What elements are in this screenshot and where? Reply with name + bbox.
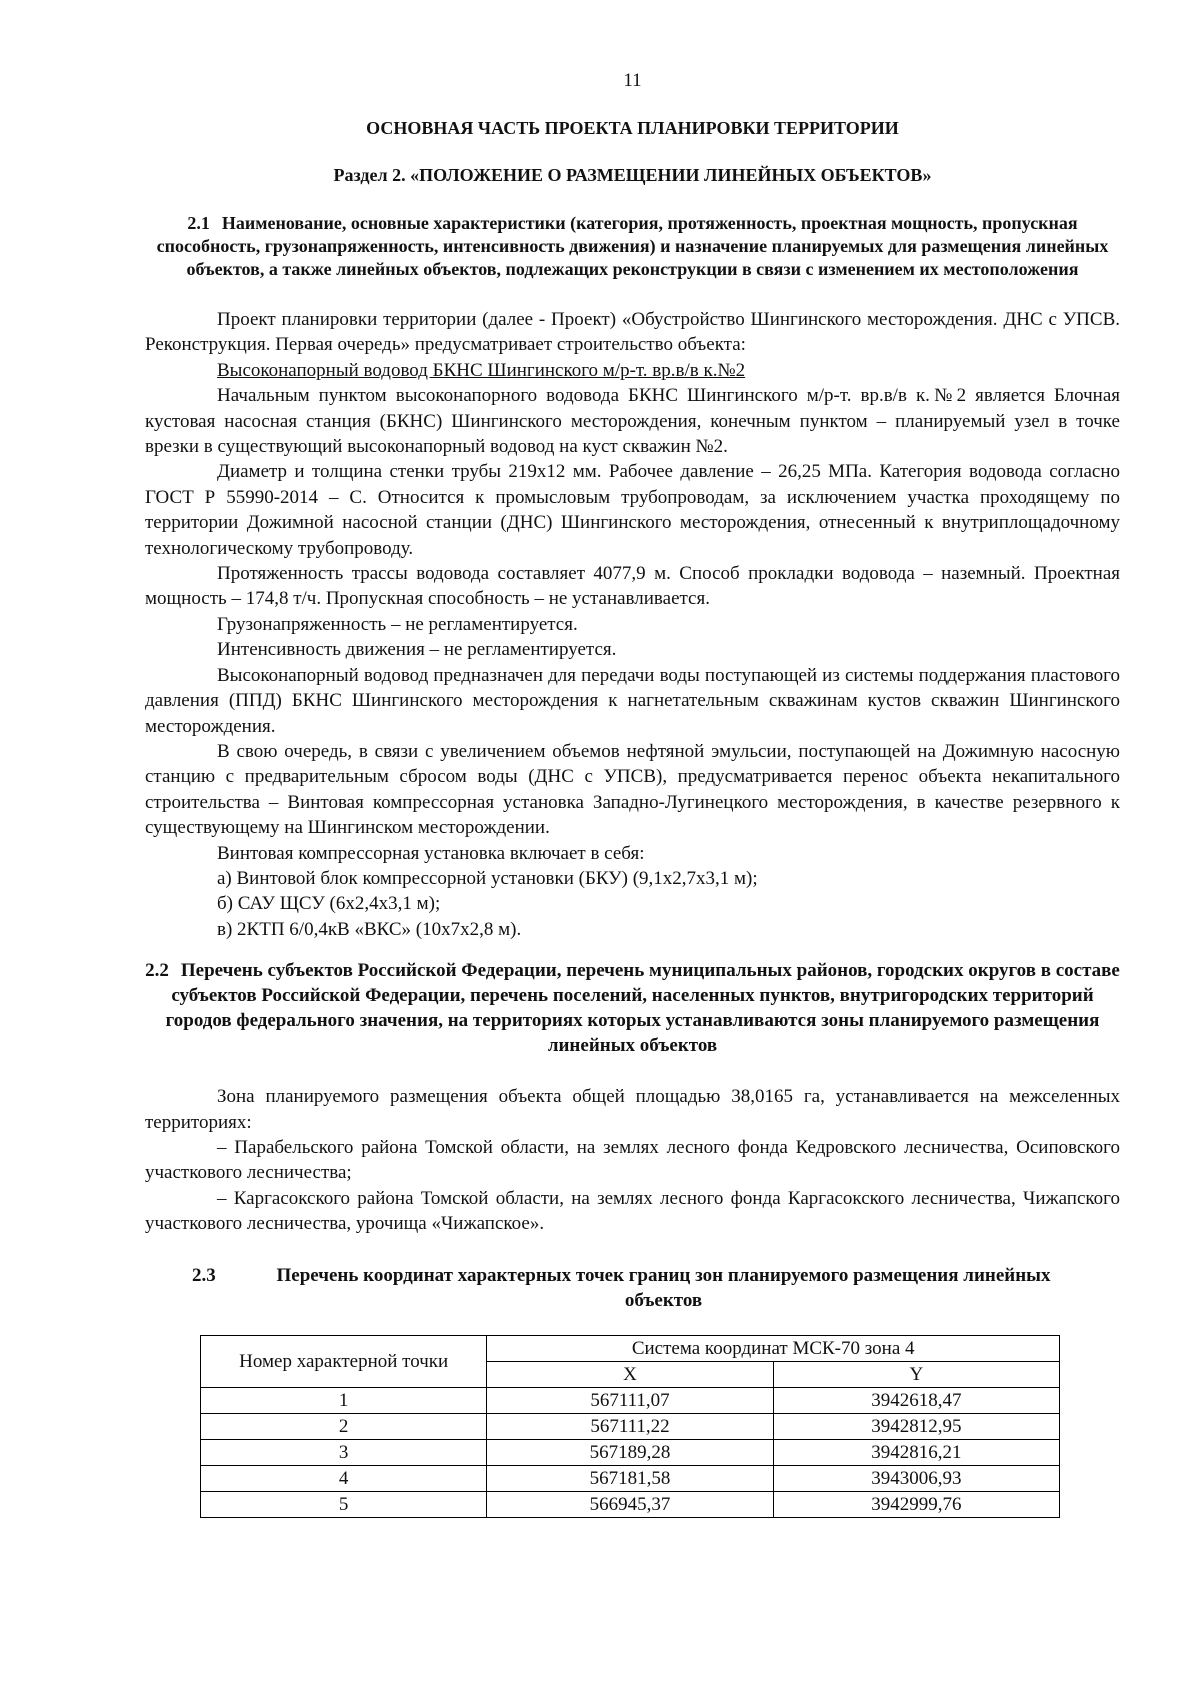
table-row bbox=[201, 1439, 1060, 1465]
cell-point: 5 bbox=[201, 1491, 487, 1517]
table-row bbox=[201, 1387, 1060, 1413]
page-number: 11 bbox=[623, 70, 642, 91]
section-2-2-number: 2.2 bbox=[145, 960, 169, 982]
header-coordinate-system: Система координат МСК-70 зона 4 bbox=[487, 1335, 1060, 1361]
list-item: а) Винтовой блок компрессорной установки (БКУ) (9,1х2,7х3,1 м); bbox=[217, 867, 758, 889]
table-row bbox=[201, 1413, 1060, 1439]
cell-point: 4 bbox=[201, 1465, 487, 1491]
paragraph: – Парабельского района Томской области, на землях лесного фонда Кедровского лесничества, Осиповского участкового лесничества; bbox=[145, 1136, 1120, 1184]
cell-x: 566945,37 bbox=[487, 1491, 773, 1517]
cell-x: 567111,07 bbox=[487, 1387, 773, 1413]
section-2-2-title: Перечень субъектов Российской Федерации, перечень муниципальных районов, городских округов в составе субъектов Российской Федерации, перечень поселений, населенных пунктов, внутригородских территорий городов федерального значения, на территориях которых устанавливаются зоны планируемого размещения линейных объектов bbox=[165, 960, 1120, 1057]
cell-y: 3943006,93 bbox=[773, 1465, 1059, 1491]
cell-y: 3942999,76 bbox=[773, 1491, 1059, 1517]
section-2-1-title: Наименование, основные характеристики (категория, протяженность, проектная мощность, пропускная способность, грузонапряженность, интенсивность движения) и назначение планируемых для размещения линейных объектов, а также линейных объектов, подлежащих реконструкции в связи с изменением их местоположения bbox=[156, 213, 1109, 279]
header-point-number: Номер характерной точки bbox=[201, 1335, 487, 1387]
main-heading: ОСНОВНАЯ ЧАСТЬ ПРОЕКТА ПЛАНИРОВКИ ТЕРРИТОРИИ bbox=[366, 118, 899, 138]
list-item: б) САУ ЩСУ (6х2,4х3,1 м); bbox=[217, 893, 441, 915]
list-item: в) 2КТП 6/0,4кВ «ВКС» (10х7х2,8 м). bbox=[217, 918, 522, 940]
cell-y: 3942816,21 bbox=[773, 1439, 1059, 1465]
paragraph: Зона планируемого размещения объекта общей площадью 38,0165 га, устанавливается на межселенных территориях: bbox=[145, 1086, 1120, 1133]
paragraph: – Каргасокского района Томской области, на землях лесного фонда Каргасокского лесничества, Чижапского участкового лесничества, урочища «Чижапское». bbox=[145, 1187, 1120, 1235]
section-2-2-heading bbox=[145, 958, 1120, 1058]
cell-x: 567111,22 bbox=[487, 1413, 773, 1439]
cell-x: 567189,28 bbox=[487, 1439, 773, 1465]
paragraph: Грузонапряженность – не регламентируется. bbox=[217, 613, 578, 635]
section-2-3-title: Перечень координат характерных точек границ зон планируемого размещения линейных объектов bbox=[276, 1264, 1051, 1311]
section-2-3-number: 2.3 bbox=[192, 1264, 216, 1286]
cell-y: 3942812,95 bbox=[773, 1413, 1059, 1439]
paragraph: В свою очередь, в связи с увеличением объемов нефтяной эмульсии, поступающей на Дожимную насосную станцию с предварительным сбросом воды (ДНС с УПСВ), предусматривается перенос объекта некапитального строительства – Винтовая компрессорная установка Западно-Лугинецкого месторождения, в качестве резервного к существующему на Шингинском месторождении. bbox=[145, 740, 1120, 839]
table-row bbox=[201, 1465, 1060, 1491]
coordinates-table bbox=[200, 1335, 1060, 1518]
cell-x: 567181,58 bbox=[487, 1465, 773, 1491]
document-page bbox=[145, 70, 1120, 1518]
paragraph: Диаметр и толщина стенки трубы 219х12 мм. Рабочее давление – 26,25 МПа. Категория водовода согласно ГОСТ Р 55990-2014 – С. Относится к промысловым трубопроводам, за исключением участка проходящему по территории Дожимной насосной станции (ДНС) Шингинского месторождения, отнесенный к внутриплощадочному технологическому трубопроводу. bbox=[145, 461, 1120, 559]
object-name: Высоконапорный водовод БКНС Шингинского м/р-т. вр.в/в к.№2 bbox=[217, 359, 746, 381]
paragraph: Протяженность трассы водовода составляет 4077,9 м. Способ прокладки водовода – наземный. Проектная мощность – 174,8 т/ч. Пропускная способность – не устанавливается. bbox=[145, 563, 1120, 610]
paragraph: Начальным пунктом высоконапорного водовода БКНС Шингинского м/р-т. вр.в/в к.№2 является Блочная кустовая насосная станция (БКНС) Шингинского месторождения, конечным пунктом – планируемый узел в точке врезки в существующий высоконапорный водовод на куст скважин №2. bbox=[145, 385, 1120, 458]
header-x: X bbox=[487, 1361, 773, 1387]
cell-point: 3 bbox=[201, 1439, 487, 1465]
cell-y: 3942618,47 bbox=[773, 1387, 1059, 1413]
section-heading: Раздел 2. «ПОЛОЖЕНИЕ О РАЗМЕЩЕНИИ ЛИНЕЙНЫХ ОБЪЕКТОВ» bbox=[333, 165, 932, 185]
header-y: Y bbox=[773, 1361, 1059, 1387]
object-name-paragraph bbox=[145, 358, 1120, 383]
paragraph: Проект планировки территории (далее - Проект) «Обустройство Шингинского месторождения. ДНС с УПСВ. Реконструкция. Первая очередь» предусматривает строительство объекта: bbox=[145, 309, 1120, 356]
paragraph: Винтовая компрессорная установка включает в себя: bbox=[217, 842, 645, 864]
cell-point: 2 bbox=[201, 1413, 487, 1439]
paragraph: Интенсивность движения – не регламентируется. bbox=[217, 639, 617, 661]
section-2-1-number: 2.1 bbox=[187, 213, 210, 233]
section-2-1-heading bbox=[145, 212, 1120, 281]
paragraph: Высоконапорный водовод предназначен для передачи воды поступающей из системы поддержания пластового давления (ППД) БКНС Шингинского месторождения к нагнетательным скважинам кустов скважин Шингинского месторождения. bbox=[145, 664, 1120, 737]
table-row bbox=[201, 1491, 1060, 1517]
section-2-3-heading bbox=[145, 1263, 1120, 1313]
cell-point: 1 bbox=[201, 1387, 487, 1413]
